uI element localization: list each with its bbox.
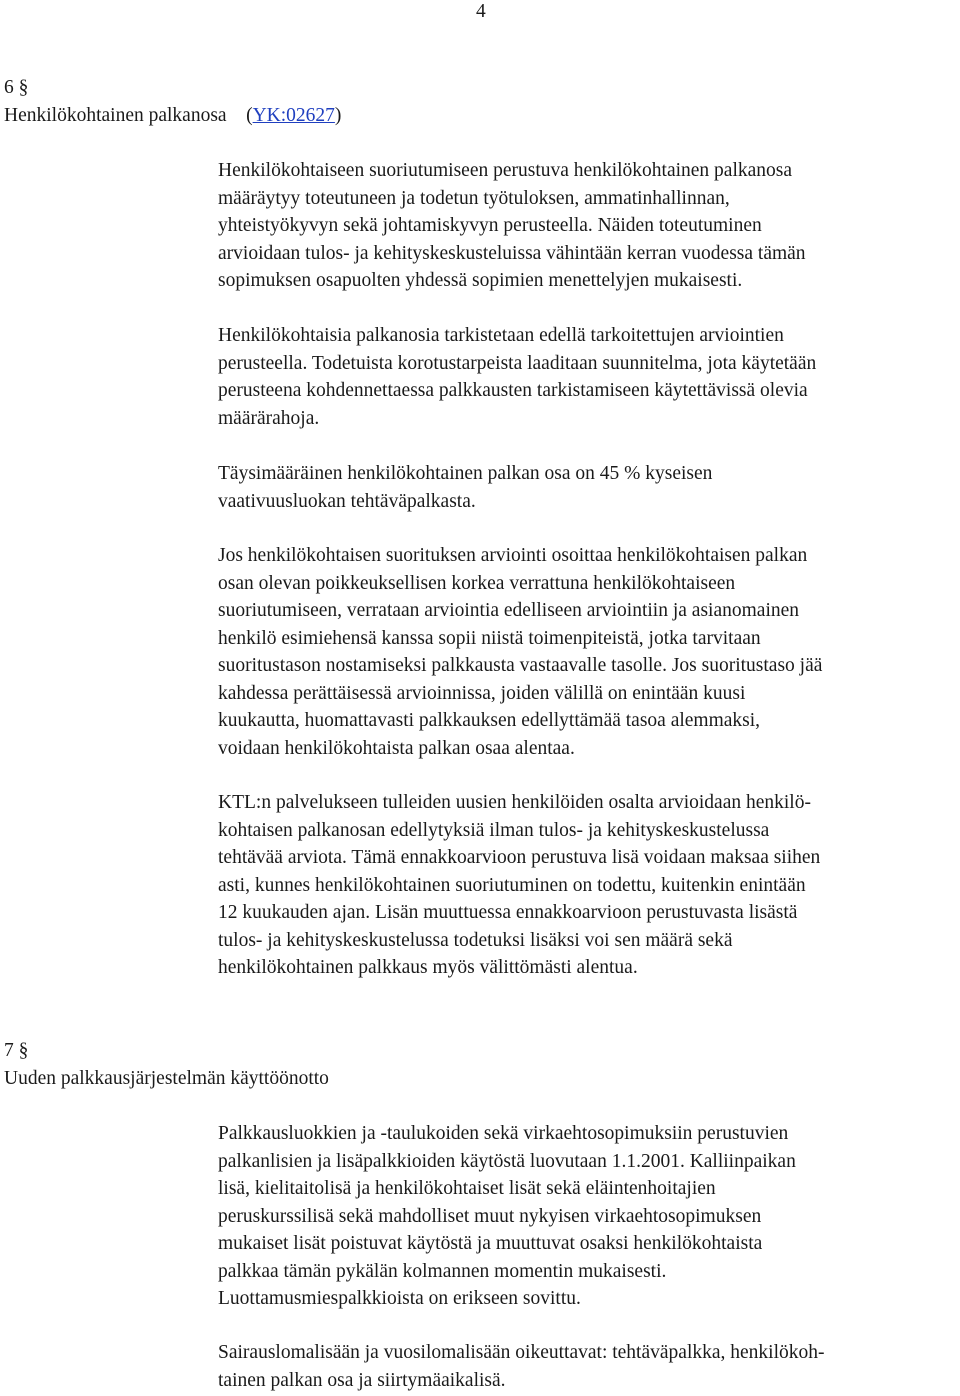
text-line: henkilökohtainen palkkaus myös välittömästi alentua. bbox=[218, 957, 638, 978]
text-line: Jos henkilökohtaisen suorituksen arviointi osoittaa henkilökohtaisen palkan bbox=[218, 545, 808, 566]
text-line: perusteella. Todetuista korotustarpeista laaditaan suunnitelma, jota käytetään bbox=[218, 352, 817, 374]
section-6-paragraph-3 bbox=[218, 460, 960, 515]
section-sign: § bbox=[18, 77, 29, 98]
text-line: vaativuusluokan tehtäväpalkasta. bbox=[218, 490, 476, 512]
section-6-heading bbox=[4, 74, 341, 130]
text-line: Täysimääräinen henkilökohtainen palkan osa on 45 % kyseisen bbox=[218, 463, 713, 484]
text-line: sopimuksen osapuolten yhdessä sopimien menettelyjen mukaisesti. bbox=[218, 270, 743, 291]
section-6-title-line bbox=[4, 102, 341, 130]
section-sign: § bbox=[18, 1040, 29, 1061]
text-line: Henkilökohtaisia palkanosia tarkistetaan edellä tarkoitettujen arviointien bbox=[218, 325, 784, 346]
section-7-heading bbox=[4, 1037, 329, 1093]
text-line: 12 kuukauden ajan. Lisän muuttuessa ennakkoarvioon perustuvasta lisästä bbox=[218, 902, 798, 923]
text-line: Luottamusmiespalkkioista on erikseen sovittu. bbox=[218, 1288, 581, 1309]
text-line: tainen palkan osa ja siirtymäaikalisä. bbox=[218, 1369, 506, 1391]
section-6-title: Henkilökohtainen palkanosa bbox=[4, 105, 227, 126]
section-7-paragraph-1 bbox=[218, 1120, 960, 1313]
text-line: määräytyy toteutuneen ja todetun työtuloksen, ammatinhallinnan, bbox=[218, 187, 730, 209]
text-line: Sairauslomalisään ja vuosilomalisään oikeuttavat: tehtäväpalkka, henkilökoh- bbox=[218, 1342, 825, 1363]
page-number: 4 bbox=[476, 1, 486, 22]
text-line: Palkkausluokkien ja -taulukoiden sekä virkaehtosopimuksiin perustuvien bbox=[218, 1123, 789, 1144]
section-6-paragraph-1 bbox=[218, 157, 960, 295]
section-7-paragraph-2 bbox=[218, 1339, 960, 1394]
text-line: palkkaa tämän pykälän kolmannen momentin mukaisesti. bbox=[218, 1260, 667, 1282]
section-7-number: 7 bbox=[4, 1040, 14, 1061]
text-line: osan olevan poikkeuksellisen korkea verrattuna henkilökohtaiseen bbox=[218, 572, 736, 594]
reference-close: ) bbox=[334, 105, 342, 126]
text-line: palkanlisien ja lisäpalkkioiden käytöstä luovutaan 1.1.2001. Kalliinpaikan bbox=[218, 1150, 796, 1172]
reference-open: ( bbox=[246, 105, 253, 126]
text-line: kuukautta, huomattavasti palkkauksen edellyttämää tasoa alemmaksi, bbox=[218, 710, 761, 731]
text-line: kahdessa perättäisessä arvioinnissa, joiden välillä on enintään kuusi bbox=[218, 682, 746, 704]
section-7-number-line bbox=[4, 1037, 329, 1065]
text-line: suoriutumiseen, verrataan arviointia edelliseen arviointiin ja asianomainen bbox=[218, 600, 800, 621]
text-line: määrärahoja. bbox=[218, 407, 320, 429]
text-line: tehtävää arviota. Tämä ennakkoarvioon perustuva lisä voidaan maksaa siihen bbox=[218, 847, 821, 868]
text-line: yhteistyökyvyn sekä johtamiskyvyn perusteella. Näiden toteutuminen bbox=[218, 215, 762, 236]
text-line: kohtaisen palkanosan edellytyksiä ilman tulos- ja kehityskeskustelussa bbox=[218, 819, 770, 841]
text-line: KTL:n palvelukseen tulleiden uusien henkilöiden osalta arvioidaan henkilö- bbox=[218, 792, 811, 813]
text-line: perusteena kohdennettaessa palkkausten tarkistamiseen käytettävissä olevia bbox=[218, 380, 808, 401]
text-line: voidaan henkilökohtaista palkan osaa alentaa. bbox=[218, 737, 575, 759]
section-6-paragraph-4 bbox=[218, 542, 960, 762]
text-line: arvioidaan tulos- ja kehityskeskusteluissa vähintään kerran vuodessa tämän bbox=[218, 242, 806, 264]
text-line: peruskurssilisä sekä mahdolliset muut nykyisen virkaehtosopimuksen bbox=[218, 1205, 762, 1227]
section-6-number-line bbox=[4, 74, 341, 102]
section-6-paragraph-5 bbox=[218, 789, 960, 982]
text-line: tulos- ja kehityskeskustelussa todetuksi lisäksi voi sen määrä sekä bbox=[218, 929, 733, 951]
section-7-title: Uuden palkkausjärjestelmän käyttöönotto bbox=[4, 1068, 329, 1089]
section-6-number: 6 bbox=[4, 77, 14, 98]
text-line: suoritustason nostamiseksi palkkausta vastaavalle tasolle. Jos suoritustaso jää bbox=[218, 655, 823, 676]
text-line: asti, kunnes henkilökohtainen suoriutuminen on todettu, kuitenkin enintään bbox=[218, 874, 806, 896]
text-line: Henkilökohtaiseen suoriutumiseen perustuva henkilökohtainen palkanosa bbox=[218, 160, 793, 181]
text-line: lisä, kielitaitolisä ja henkilökohtaiset lisät sekä eläintenhoitajien bbox=[218, 1178, 716, 1199]
section-6-paragraph-2 bbox=[218, 322, 960, 432]
reference-link[interactable]: YK:02627 bbox=[252, 105, 335, 126]
text-line: henkilö esimiehensä kanssa sopii niistä toimenpiteistä, jotka tarvitaan bbox=[218, 627, 761, 649]
text-line: mukaiset lisät poistuvat käytöstä ja muuttuvat osaksi henkilökohtaista bbox=[218, 1233, 763, 1254]
